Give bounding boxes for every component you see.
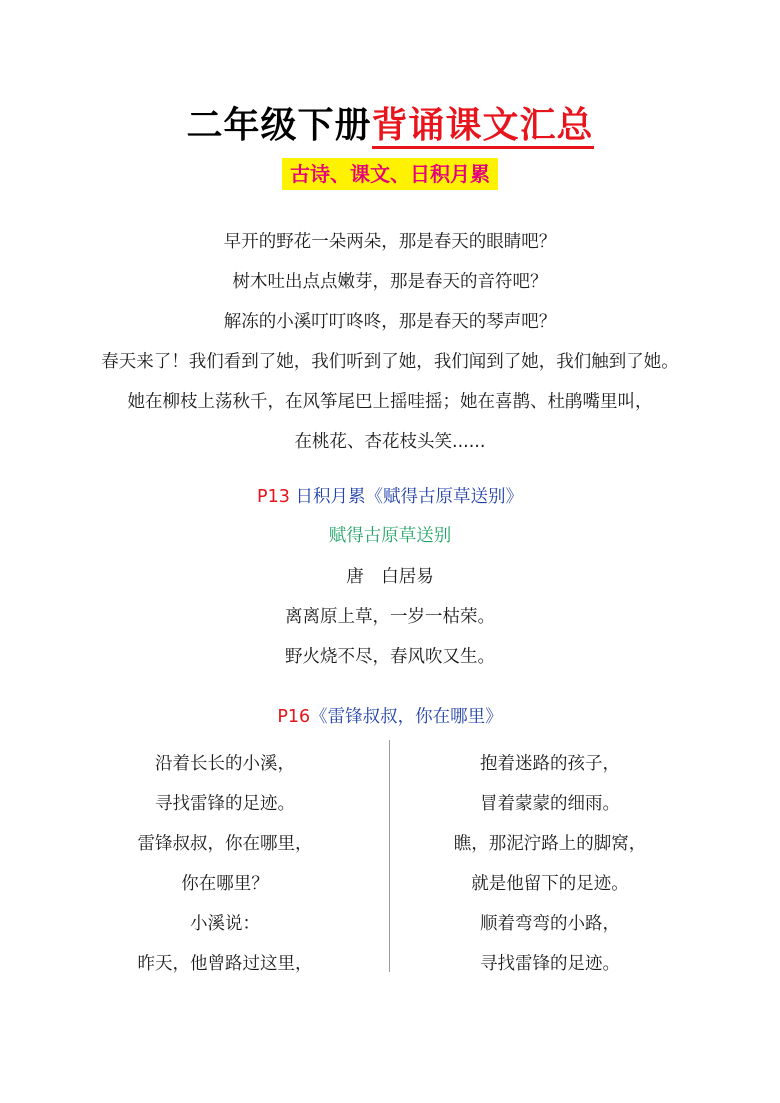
poem-title: 赋得古原草送别 [328, 526, 452, 546]
page-number: P16 [277, 707, 311, 727]
poem-line: 沿着长长的小溪， [155, 754, 295, 774]
poem-line: 解冻的小溪叮叮咚咚，那是春天的琴声吧？ [223, 312, 557, 332]
title-highlight: 背诵课文汇总 [372, 105, 594, 149]
subtitle-wrap [0, 158, 780, 190]
poem-line: 春天来了！我们看到了她，我们听到了她，我们闻到了她，我们触到了她。 [101, 352, 679, 372]
poem-author: 唐 白居易 [346, 567, 434, 587]
title-grade: 二年级下册 [186, 105, 372, 146]
poem-line: 树木吐出点点嫩芽，那是春天的音符吧？ [232, 272, 548, 292]
poem-line: 寻找雷锋的足迹。 [155, 794, 295, 814]
column-divider [389, 740, 390, 972]
page-number: P13 [257, 487, 290, 507]
poem-line: 寻找雷锋的足迹。 [480, 954, 620, 974]
poem-line: 顺着弯弯的小路， [480, 914, 620, 934]
poem-line: 雷锋叔叔，你在哪里， [137, 834, 313, 854]
poem-right-column [400, 744, 700, 984]
poem-left-column [75, 744, 375, 984]
poem-line: 小溪说： [190, 914, 260, 934]
poem-line: 就是他留下的足迹。 [471, 874, 629, 894]
section-heading-p16 [0, 704, 780, 730]
section-heading-p13 [0, 484, 780, 510]
poem-line: 瞧，那泥泞路上的脚窝， [453, 834, 647, 854]
poem-line: 早开的野花一朵两朵，那是春天的眼睛吧？ [223, 232, 557, 252]
poem-line: 野火烧不尽，春风吹又生。 [285, 647, 495, 667]
section-label: 《雷锋叔叔，你在哪里》 [310, 707, 503, 727]
poem-line: 她在柳枝上荡秋千，在风筝尾巴上摇哇摇；她在喜鹊、杜鹃嘴里叫， [127, 392, 653, 412]
page-title [0, 104, 780, 148]
poem-line: 抱着迷路的孩子， [480, 754, 620, 774]
subtitle: 古诗、课文、日积月累 [282, 158, 498, 190]
poem-line: 你在哪里？ [181, 874, 269, 894]
poem-line: 在桃花、杏花枝头笑...... [294, 432, 486, 452]
poem-line: 离离原上草，一岁一枯荣。 [285, 607, 495, 627]
poem-line: 昨天，他曾路过这里， [137, 954, 313, 974]
spring-poem [0, 222, 780, 462]
section-label: 日积月累《赋得古原草送别》 [295, 487, 523, 507]
poem-line: 冒着蒙蒙的细雨。 [480, 794, 620, 814]
